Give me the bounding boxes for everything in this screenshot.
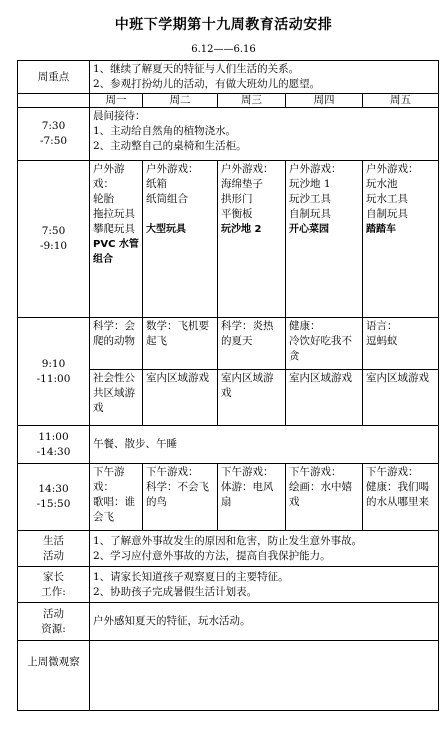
lesson-thu: 健康： 冷饮好吃我不贪 [286, 318, 363, 370]
afternoon-mon: 下午游戏： 歌唱：谁会飞 [90, 464, 143, 531]
midday-time: 11:00 -14:30 [18, 426, 90, 464]
afternoon-tue: 下午游戏： 科学：不会飞的鸟 [143, 464, 218, 531]
outdoor-highlight: 大型玩具 [146, 224, 186, 235]
outdoor-cell-fri [363, 161, 439, 318]
life-item: 2、学习应付意外事故的方法，提高自我保护能力。 [93, 549, 331, 562]
area-mon: 社会性公共区域游戏 [90, 370, 143, 426]
outdoor-activities: 户外游戏： 纸箱 纸筒组合 [146, 163, 199, 205]
morning-heading: 晨间接待： [93, 110, 146, 122]
outdoor-cell-thu [286, 161, 363, 318]
week-focus-label: 周重点 [18, 61, 90, 94]
date-range: 6.12——6.16 [191, 44, 256, 55]
observation-row [18, 641, 439, 711]
lesson-tue: 数学：飞机要起飞 [143, 318, 218, 370]
outdoor-activities: 户外游戏： 玩水池 玩水工具 自制玩具 [366, 163, 419, 220]
parents-item: 2、协助孩子完成暑假生活计划表。 [93, 585, 258, 598]
morning-item: 1、主动给自然角的植物浇水。 [93, 125, 237, 137]
outdoor-cell-wed [218, 161, 286, 318]
outdoor-highlight: 开心菜园 [289, 224, 329, 235]
outdoor-cell-tue [143, 161, 218, 318]
area-fri: 室内区域游戏 [363, 370, 439, 426]
life-label: 生活 活动 [18, 531, 90, 567]
life-item: 1、了解意外事故发生的原因和危害，防止发生意外事故。 [93, 534, 363, 547]
day-header-thu: 周四 [286, 94, 363, 108]
study-time: 9:10 -11:00 [18, 318, 90, 426]
area-tue: 室内区域游戏 [143, 370, 218, 426]
resources-row [18, 603, 439, 641]
lesson-wed: 科学：炎热的夏天 [218, 318, 286, 370]
outdoor-highlight: PVC 水管组合 [93, 239, 139, 265]
days-header-row [18, 94, 439, 108]
lesson-mon: 科学：会爬的动物 [90, 318, 143, 370]
week-focus-item: 1、继续了解夏天的特征与人们生活的关系。 [93, 63, 300, 75]
outdoor-activities: 户外游戏： 轮胎 拖拉玩具 攀爬玩具 [93, 163, 135, 235]
outdoor-time: 7:50 -9:10 [18, 161, 90, 318]
resources-content: 户外感知夏天的特征，玩水活动。 [90, 603, 439, 641]
afternoon-fri: 下午游戏： 健康：我们喝的水从哪里来 [363, 464, 439, 531]
parents-content [90, 567, 439, 603]
parents-label: 家长 工作: [18, 567, 90, 603]
outdoor-cell-mon [90, 161, 143, 318]
area-wed: 室内区域游戏 [218, 370, 286, 426]
lesson-fri: 语言： 逗蚂蚁 [363, 318, 439, 370]
afternoon-thu: 下午游戏： 绘画：水中嬉戏 [286, 464, 363, 531]
outdoor-highlight: 玩沙地 2 [221, 224, 262, 235]
outdoor-highlight: 踏踏车 [366, 224, 396, 235]
day-header-wed: 周三 [218, 94, 286, 108]
outdoor-activities: 户外游戏： 玩沙地 1 玩沙工具 自制玩具 [289, 163, 342, 220]
midday-content: 午餐、散步、午睡 [90, 426, 439, 464]
afternoon-row [18, 464, 439, 531]
life-row [18, 531, 439, 567]
afternoon-time: 14:30 -15:50 [18, 464, 90, 531]
week-focus-row [18, 61, 439, 94]
area-thu: 室内区域游戏 [286, 370, 363, 426]
life-content [90, 531, 439, 567]
day-header-fri: 周五 [363, 94, 439, 108]
morning-time: 7:30 -7:50 [18, 108, 90, 161]
day-header-mon: 周一 [90, 94, 143, 108]
corner-cell [18, 94, 90, 108]
parents-row [18, 567, 439, 603]
observation-label: 上周微观察 [18, 641, 90, 711]
morning-row [18, 108, 439, 161]
day-header-tue: 周二 [143, 94, 218, 108]
schedule-table [17, 60, 439, 711]
outdoor-row [18, 161, 439, 318]
resources-label: 活动 资源: [18, 603, 90, 641]
midday-row [18, 426, 439, 464]
outdoor-activities: 户外游戏： 海绵垫子 拱形门 平衡板 [221, 163, 274, 220]
week-focus-content [90, 61, 439, 94]
study-lesson-row [18, 318, 439, 370]
parents-item: 1、请家长知道孩子观察夏日的主要特征。 [93, 570, 289, 583]
page-title: 中班下学期第十九周教育活动安排 [114, 17, 333, 33]
morning-content [90, 108, 439, 161]
morning-item: 2、主动整自己的桌椅和生活柜。 [93, 140, 247, 152]
observation-content [90, 641, 439, 711]
afternoon-wed: 下午游戏： 体游：电风扇 [218, 464, 286, 531]
week-focus-item: 2、参观打扮幼儿的活动，有做大班幼儿的愿望。 [93, 78, 321, 90]
